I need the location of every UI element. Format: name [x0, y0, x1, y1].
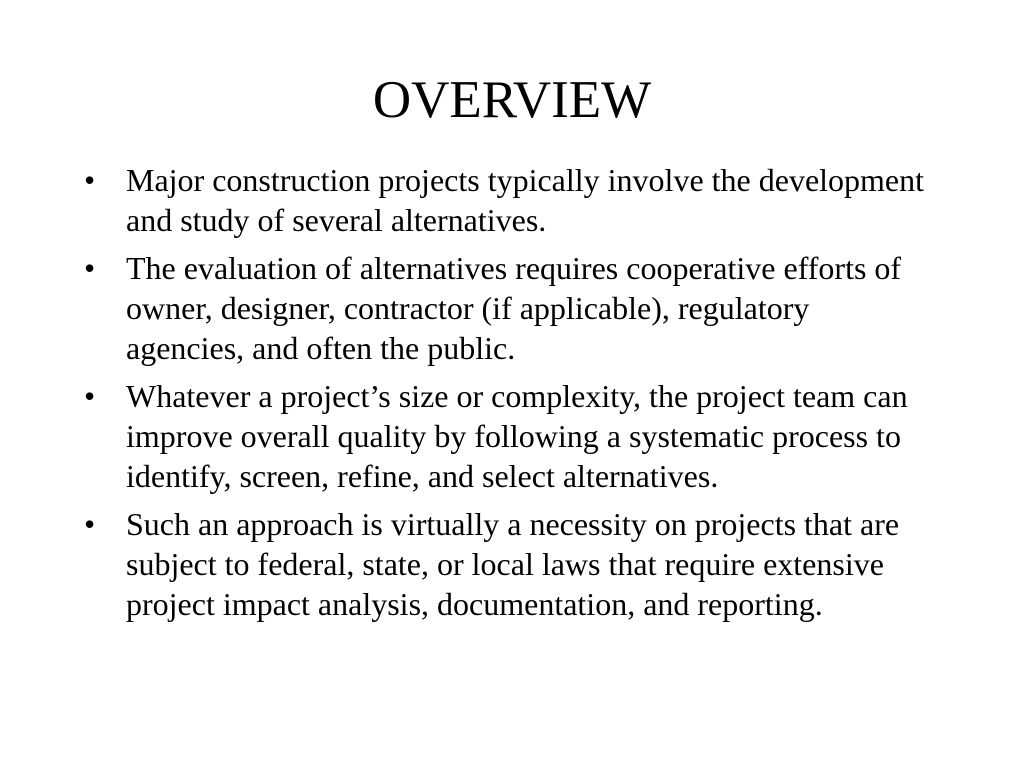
bullet-item [84, 376, 924, 496]
bullet-item [84, 248, 924, 368]
bullet-text: Whatever a project’s size or complexity, the project team can improve overall quality by following a systematic process to identify, screen, refine, and select alternatives. [126, 378, 908, 494]
bullet-text: The evaluation of alternatives requires cooperative efforts of owner, designer, contractor (if applicable), regulatory agencies, and often the public. [126, 250, 902, 366]
bullet-item [84, 160, 924, 240]
bullet-icon: • [84, 378, 96, 414]
bullet-item [84, 504, 924, 624]
bullet-icon: • [84, 250, 96, 286]
bullet-icon: • [84, 506, 96, 542]
bullet-icon: • [84, 162, 96, 198]
bullet-text: Major construction projects typically involve the development and study of several alternatives. [126, 162, 925, 238]
bullet-text: Such an approach is virtually a necessity on projects that are subject to federal, state, or local laws that require extensive project impact analysis, documentation, and reporting. [126, 506, 900, 622]
slide-title: OVERVIEW [372, 71, 652, 129]
bullet-list [84, 160, 924, 632]
